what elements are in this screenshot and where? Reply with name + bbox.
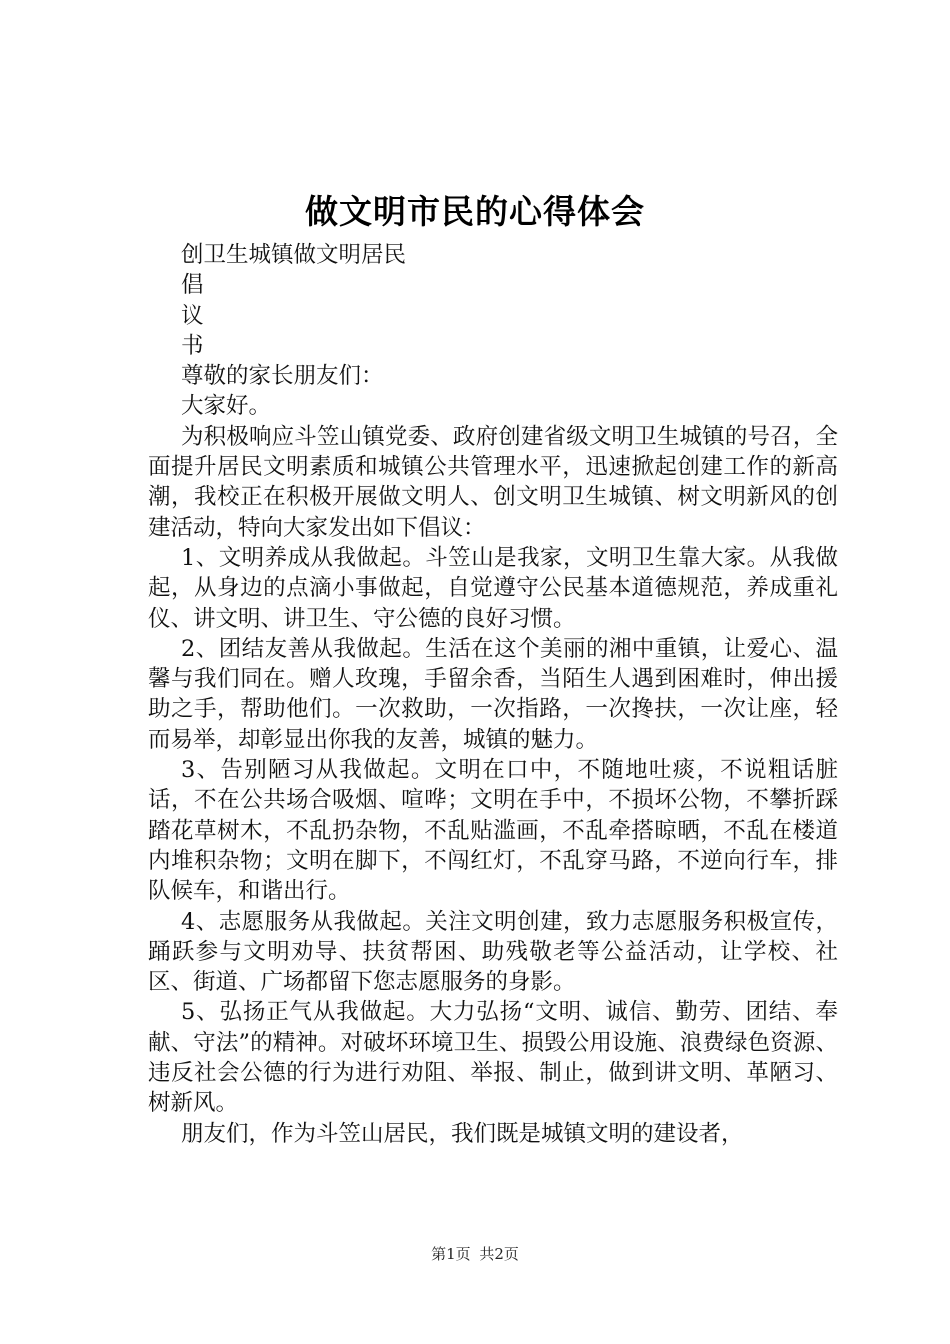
body-paragraph: 3、告别陋习从我做起。文明在口中，不随地吐痰，不说粗话脏话，不在公共场合吸烟、喧哗；文明在手中，不损坏公物，不攀折踩踏花草树木，不乱扔杂物，不乱贴滥画，不乱牵搭晾晒，不乱在楼道内堆积杂物；文明在脚下，不闯红灯，不乱穿马路，不逆向行车，排队候车，和谐出行。 — [148, 757, 838, 905]
document-body — [148, 240, 838, 1149]
salutation: 尊敬的家长朋友们： — [181, 363, 384, 390]
header-line: 议 — [181, 302, 204, 329]
greeting: 大家好。 — [181, 393, 272, 420]
header-line: 书 — [181, 332, 204, 359]
body-paragraph: 朋友们，作为斗笠山居民，我们既是城镇文明的建设者， — [181, 1120, 744, 1147]
page-number: 第1页 共2页 — [431, 1245, 519, 1263]
body-paragraph: 4、志愿服务从我做起。关注文明创建，致力志愿服务积极宣传，踊跃参与文明劝导、扶贫帮困、助残敬老等公益活动，让学校、社区、街道、广场都留下您志愿服务的身影。 — [148, 908, 838, 996]
document-title: 做文明市民的心得体会 — [305, 192, 645, 231]
body-paragraph: 1、文明养成从我做起。斗笠山是我家，文明卫生靠大家。从我做起，从身边的点滴小事做起，自觉遵守公民基本道德规范，养成重礼仪、讲文明、讲卫生、守公德的良好习惯。 — [148, 544, 838, 632]
body-paragraph: 5、弘扬正气从我做起。大力弘扬“文明、诚信、勤劳、团结、奉献、守法”的精神。对破坏环境卫生、损毁公用设施、浪费绿色资源、违反社会公德的行为进行劝阻、举报、制止，做到讲文明、革陋习、树新风。 — [148, 999, 838, 1117]
body-paragraph: 为积极响应斗笠山镇党委、政府创建省级文明卫生城镇的号召，全面提升居民文明素质和城镇公共管理水平，迅速掀起创建工作的新高潮，我校正在积极开展做文明人、创文明卫生城镇、树文明新风的创建活动，特向大家发出如下倡议： — [148, 423, 838, 541]
body-paragraph: 2、团结友善从我做起。生活在这个美丽的湘中重镇，让爱心、温馨与我们同在。赠人玫瑰，手留余香，当陌生人遇到困难时，伸出援助之手，帮助他们。一次救助，一次指路，一次搀扶，一次让座，轻而易举，却彰显出你我的友善，城镇的魅力。 — [148, 635, 838, 753]
header-line: 创卫生城镇做文明居民 — [181, 242, 407, 268]
header-line: 倡 — [181, 272, 204, 299]
